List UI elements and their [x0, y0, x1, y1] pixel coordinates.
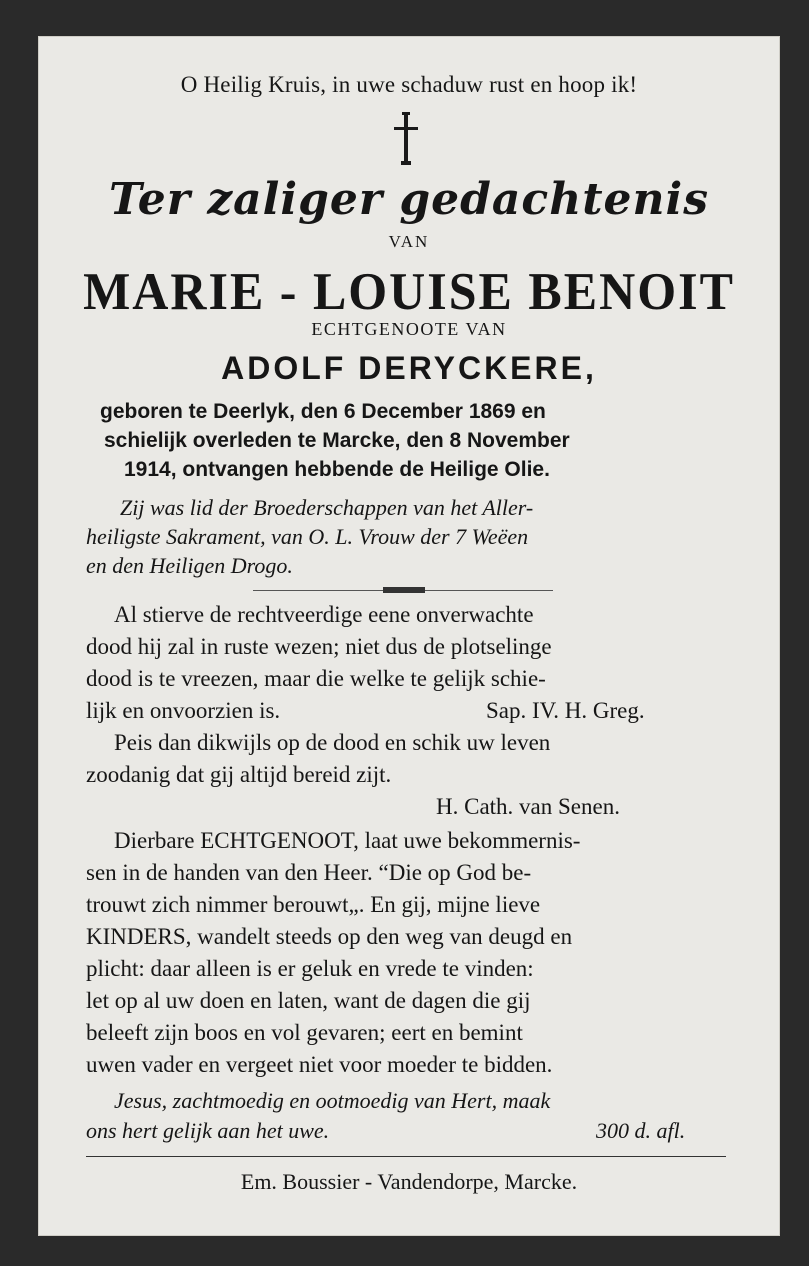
quote-source: H. Cath. van Senen. [436, 794, 620, 819]
prayer-line: Jesus, zachtmoedig en ootmoedig van Hert, maak [114, 1088, 551, 1113]
bio-line: geboren te Deerlyk, den 6 December 1869 en [100, 400, 546, 423]
address-line: trouwt zich nimmer berouwt„. En gij, mijne lieve [86, 892, 541, 917]
bio-line: 1914, ontvangen hebbende de Heilige Olie. [124, 458, 550, 481]
brotherhood-line: en den Heiligen Drogo. [86, 553, 293, 578]
quote-line: zoodanig dat gij altijd bereid zijt. [86, 762, 392, 787]
footer-rule [86, 1156, 726, 1157]
quote-line: Peis dan dikwijls op de dood en schik uw leven [114, 730, 551, 755]
cross-icon [391, 112, 421, 166]
address-line: plicht: daar alleen is er geluk en vrede te vinden: [86, 956, 534, 981]
brotherhood-line: Zij was lid der Broederschappen van het Aller- [120, 495, 534, 520]
address-line: let op al uw doen en laten, want de dagen die gij [86, 988, 531, 1013]
address-line: Dierbare ECHTGENOOT, laat uwe bekommernis- [114, 828, 581, 853]
address-line: uwen vader en vergeet niet voor moeder te bidden. [86, 1052, 553, 1077]
spouse-label: ECHTGENOOTE VAN [311, 319, 507, 339]
memorial-card [38, 36, 780, 1236]
quote-line: Al stierve de rechtveerdige eene onverwachte [114, 602, 534, 627]
address-line: beleeft zijn boos en vol gevaren; eert en bemint [86, 1020, 523, 1045]
deceased-name: MARIE - LOUISE BENOIT [83, 261, 735, 321]
printer-credit: Em. Boussier - Vandendorpe, Marcke. [240, 1169, 578, 1194]
spouse-name: ADOLF DERYCKERE, [221, 350, 597, 386]
divider-ornament [383, 587, 425, 593]
quote-line: lijk en onvoorzien is. [86, 698, 281, 723]
brotherhood-line: heiligste Sakrament, van O. L. Vrouw der 7 Weëen [86, 524, 529, 549]
indulgence: 300 d. afl. [596, 1118, 686, 1143]
address-line: KINDERS, wandelt steeds op den weg van deugd en [86, 924, 573, 949]
motto: O Heilig Kruis, in uwe schaduw rust en hoop ik! [180, 72, 638, 97]
quote-line: dood hij zal in ruste wezen; niet dus de plotselinge [86, 634, 552, 659]
prayer-line: ons hert gelijk aan het uwe. [86, 1118, 330, 1143]
van-label: VAN [388, 232, 430, 251]
quote-source: Sap. IV. H. Greg. [486, 698, 645, 723]
quote-line: dood is te vreezen, maar die welke te gelijk schie- [86, 666, 546, 691]
heading: Ter zaliger gedachtenis [109, 174, 709, 225]
bio-line: schielijk overleden te Marcke, den 8 November [104, 429, 570, 452]
address-line: sen in de handen van den Heer. “Die op God be- [86, 860, 532, 885]
